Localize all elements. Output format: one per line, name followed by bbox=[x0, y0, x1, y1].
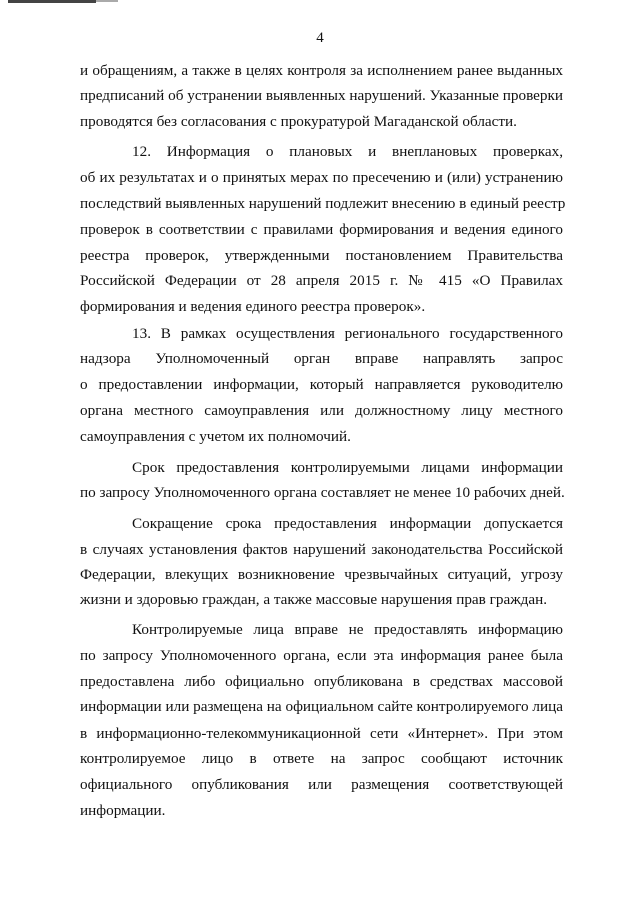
text-line: Сокращение срока предоставления информации допускается bbox=[132, 515, 563, 532]
text-line: проводятся без согласования с прокуратурой Магаданской области. bbox=[80, 113, 517, 130]
text-line: жизни и здоровью граждан, а также массовые нарушения прав граждан. bbox=[80, 591, 548, 608]
text-line: о предоставлении информации, который направляется руководителю bbox=[80, 376, 563, 393]
text-line: предоставлена либо официально опубликована в средствах массовой bbox=[80, 673, 563, 690]
scan-artifact bbox=[96, 0, 118, 2]
text-line: формирования и ведения единого реестра проверок». bbox=[80, 298, 426, 315]
text-line: надзора Уполномоченный орган вправе направлять запрос bbox=[80, 350, 563, 367]
text-line: реестра проверок, утвержденными постановлением Правительства bbox=[80, 247, 563, 264]
text-line: органа местного самоуправления или должностному лицу местного bbox=[80, 402, 563, 419]
text-line: информации. bbox=[80, 802, 166, 819]
text-line: об их результатах и о принятых мерах по пресечению и (или) устранению bbox=[80, 169, 563, 186]
text-line: Срок предоставления контролируемыми лицами информации bbox=[132, 459, 563, 476]
text-line: по запросу Уполномоченного органа составляет не менее 10 рабочих дней. bbox=[80, 484, 565, 501]
text-line: информации или размещена на официальном сайте контролируемого лица bbox=[80, 698, 563, 715]
text-line: официального опубликования или размещения соответствующей bbox=[80, 776, 563, 793]
text-line: и обращениям, а также в целях контроля за исполнением ранее выданных bbox=[80, 62, 563, 79]
text-line: самоуправления с учетом их полномочий. bbox=[80, 428, 351, 445]
text-line: последствий выявленных нарушений подлежит внесению в единый реестр bbox=[80, 195, 566, 212]
text-line: 13. В рамках осуществления регионального государственного bbox=[132, 325, 563, 342]
text-line: в информационно-телекоммуникационной сети «Интернет». При этом bbox=[80, 725, 563, 742]
page-number: 4 bbox=[316, 30, 324, 46]
text-line: Российской Федерации от 28 апреля 2015 г. № 415 «О Правилах bbox=[80, 272, 563, 289]
text-line: контролируемое лицо в ответе на запрос сообщают источник bbox=[80, 750, 563, 767]
text-line: предписаний об устранении выявленных нарушений. Указанные проверки bbox=[80, 87, 563, 104]
text-line: Контролируемые лица вправе не предоставлять информацию bbox=[132, 621, 563, 638]
text-line: по запросу Уполномоченного органа, если эта информация ранее была bbox=[80, 647, 563, 664]
scan-artifact bbox=[8, 0, 96, 3]
text-line: Федерации, влекущих возникновение чрезвычайных ситуаций, угрозу bbox=[80, 566, 563, 583]
text-line: 12. Информация о плановых и внеплановых проверках, bbox=[132, 143, 563, 160]
text-line: проверок в соответствии с правилами формирования и ведения единого bbox=[80, 221, 563, 238]
text-line: в случаях установления фактов нарушений законодательства Российской bbox=[80, 541, 563, 558]
